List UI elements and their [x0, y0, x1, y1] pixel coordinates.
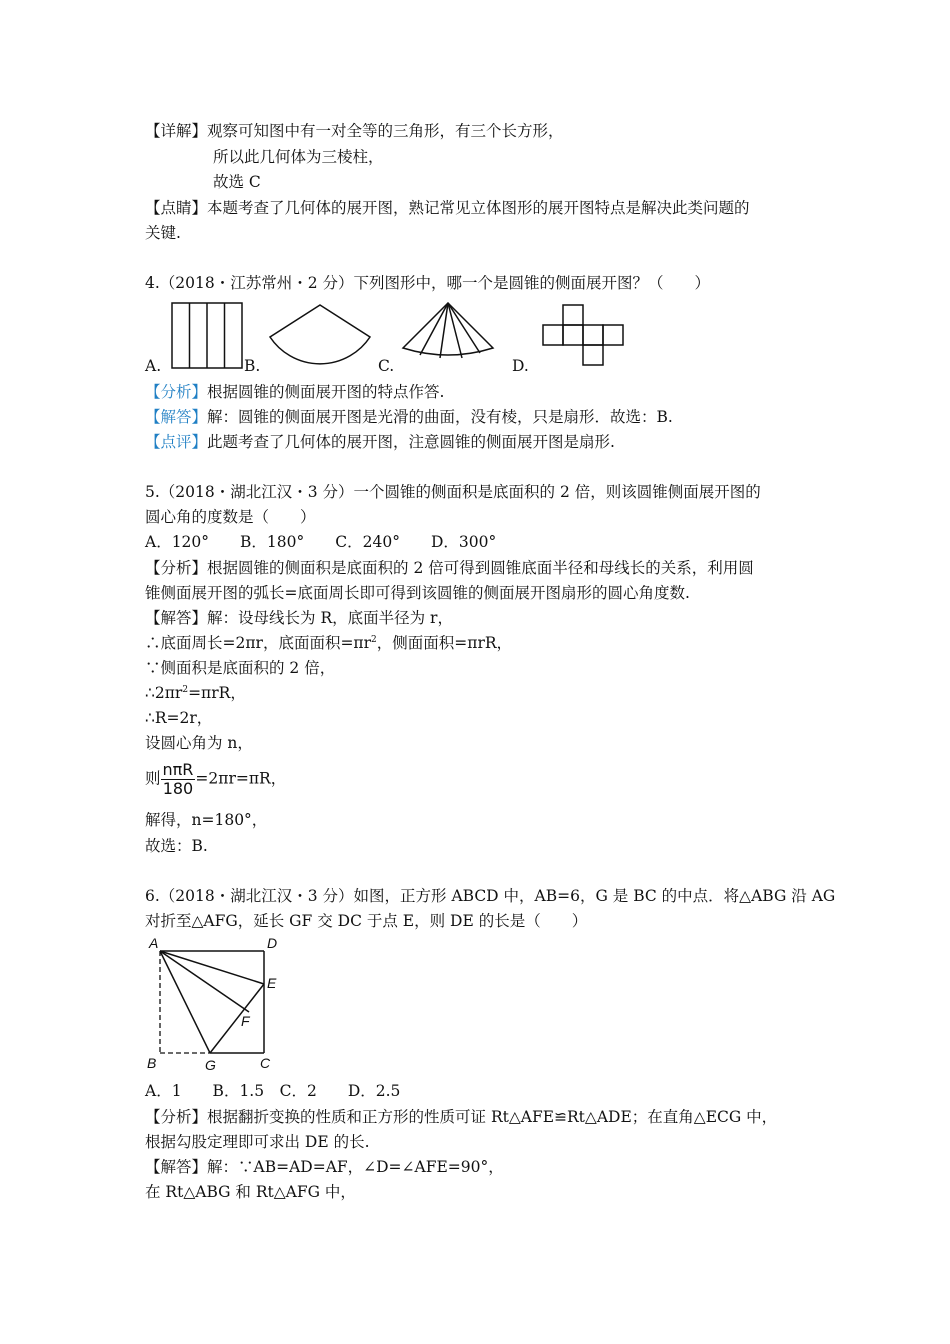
answer-tag: 【解答】: [145, 1158, 208, 1176]
q3-line-3: 故选 C: [213, 173, 261, 191]
q5-options: A．120° B．180° C．240° D．300°: [145, 533, 497, 551]
q6-analysis-2: 根据勾股定理即可求出 DE 的长.: [145, 1133, 370, 1151]
label-e: E: [267, 975, 277, 991]
q5-step-3: ∵侧面积是底面积的 2 倍，: [145, 659, 336, 677]
q5-step-5: ∴R=2r，: [145, 709, 213, 727]
figure-a-rectangles: [172, 303, 242, 368]
comment-tag: 【点睛】: [145, 199, 208, 217]
option-d-label: D.: [512, 357, 529, 375]
q5-step-8: 解得，n=180°，: [145, 811, 268, 829]
q5-step-7: 则 $\frac{\text{nπR}}{180}$ =2πr=πR，: [145, 760, 287, 798]
q5-analysis-2: 锥侧面展开图的弧长=底面周长即可得到该圆锥的侧面展开图扇形的圆心角度数.: [145, 584, 690, 602]
q4-stem: 4.（2018・江苏常州・2 分）下列图形中，哪一个是圆锥的侧面展开图？（ ）: [145, 274, 711, 292]
analysis-tag: 【分析】: [145, 559, 208, 577]
figure-b-sector: [270, 305, 370, 364]
fraction-denominator: 180: [162, 779, 194, 798]
q6-options: A．1 B．1.5 C．2 D．2.5: [145, 1082, 401, 1100]
q6-stem-1: 6.（2018・湖北江汉・3 分）如图，正方形 ABCD 中，AB=6，G 是 BC 的中点．将△ABG 沿 AG: [145, 887, 836, 905]
fraction: [161, 761, 196, 798]
q6-analysis-1: [145, 1107, 777, 1127]
label-g: G: [205, 1057, 216, 1073]
q4-analysis: [145, 382, 444, 402]
superscript: 2: [182, 685, 189, 695]
figure-c-pyramid-net: [403, 303, 493, 358]
q5-analysis-1: [145, 558, 754, 578]
q5-step-6: 设圆心角为 n，: [145, 734, 253, 752]
detail-tag: 【详解】: [145, 122, 208, 140]
label-a: A: [149, 935, 159, 951]
q6-stem-2: 对折至△AFG，延长 GF 交 DC 于点 E，则 DE 的长是（ ）: [145, 912, 588, 930]
q3-comment-line: [145, 198, 750, 218]
q6-square-figure: [143, 934, 288, 1074]
answer-tag: 【解答】: [145, 609, 208, 627]
answer-text: 解：圆锥的侧面展开图是光滑的曲面，没有棱，只是扇形．故选：B.: [207, 408, 673, 426]
label-d: D: [267, 935, 278, 951]
q5-stem-1: 5.（2018・湖北江汉・3 分）一个圆锥的侧面积是底面积的 2 倍，则该圆锥侧面展开图的: [145, 483, 761, 501]
q5-step-9: 故选：B.: [145, 837, 208, 855]
q3-comment-line-2: 关键.: [145, 224, 181, 242]
answer-tag: 【解答】: [145, 408, 208, 426]
analysis-text: 根据圆锥的侧面展开图的特点作答.: [207, 383, 445, 401]
label-f: F: [241, 1013, 250, 1029]
label-b: B: [147, 1055, 157, 1071]
option-c-label: C.: [378, 357, 395, 375]
label-c: C: [260, 1055, 271, 1071]
option-b-label: B.: [244, 357, 261, 375]
fraction-numerator: nπR: [162, 760, 194, 779]
detail-text: 观察可知图中有一对全等的三角形，有三个长方形，: [207, 122, 564, 140]
q5-stem-2: 圆心角的度数是（ ）: [145, 508, 316, 526]
answer-text: 解：∵AB=AD=AF，∠D=∠AFE=90°，: [207, 1158, 504, 1176]
answer-text: 解：设母线长为 R，底面半径为 r，: [207, 609, 453, 627]
q3-detail-line: [145, 121, 564, 141]
option-a-label: A.: [145, 357, 162, 375]
analysis-text: 根据圆锥的侧面积是底面积的 2 倍可得到圆锥底面半径和母线长的关系，利用圆: [207, 559, 754, 577]
analysis-tag: 【分析】: [145, 1108, 208, 1126]
q5-step-2: ∴底面周长=2πr，底面面积$=\pi r^2$，侧面面积=πrR，: [145, 634, 513, 652]
q4-option-figures: [160, 300, 680, 380]
q6-answer-1: [145, 1157, 504, 1177]
q5-step-4: $\therefore 2\pi r^2=\pi rR$，: [145, 684, 246, 702]
q4-answer: [145, 407, 673, 427]
comment-text: 此题考查了几何体的展开图，注意圆锥的侧面展开图是扇形.: [207, 433, 615, 451]
q6-answer-2: 在 Rt△ABG 和 Rt△AFG 中，: [145, 1183, 356, 1201]
superscript: 2: [371, 635, 377, 645]
figure-d-cube-net: [543, 305, 623, 365]
q4-comment: [145, 432, 615, 452]
q5-answer-1: [145, 608, 453, 628]
comment-tag: 【点评】: [145, 433, 208, 451]
analysis-tag: 【分析】: [145, 383, 208, 401]
comment-text: 本题考查了几何体的展开图，熟记常见立体图形的展开图特点是解决此类问题的: [207, 199, 750, 217]
q3-line-2: 所以此几何体为三棱柱，: [213, 148, 384, 166]
analysis-text: 根据翻折变换的性质和正方形的性质可证 Rt△AFE≌Rt△ADE；在直角△ECG 中，: [207, 1108, 778, 1126]
